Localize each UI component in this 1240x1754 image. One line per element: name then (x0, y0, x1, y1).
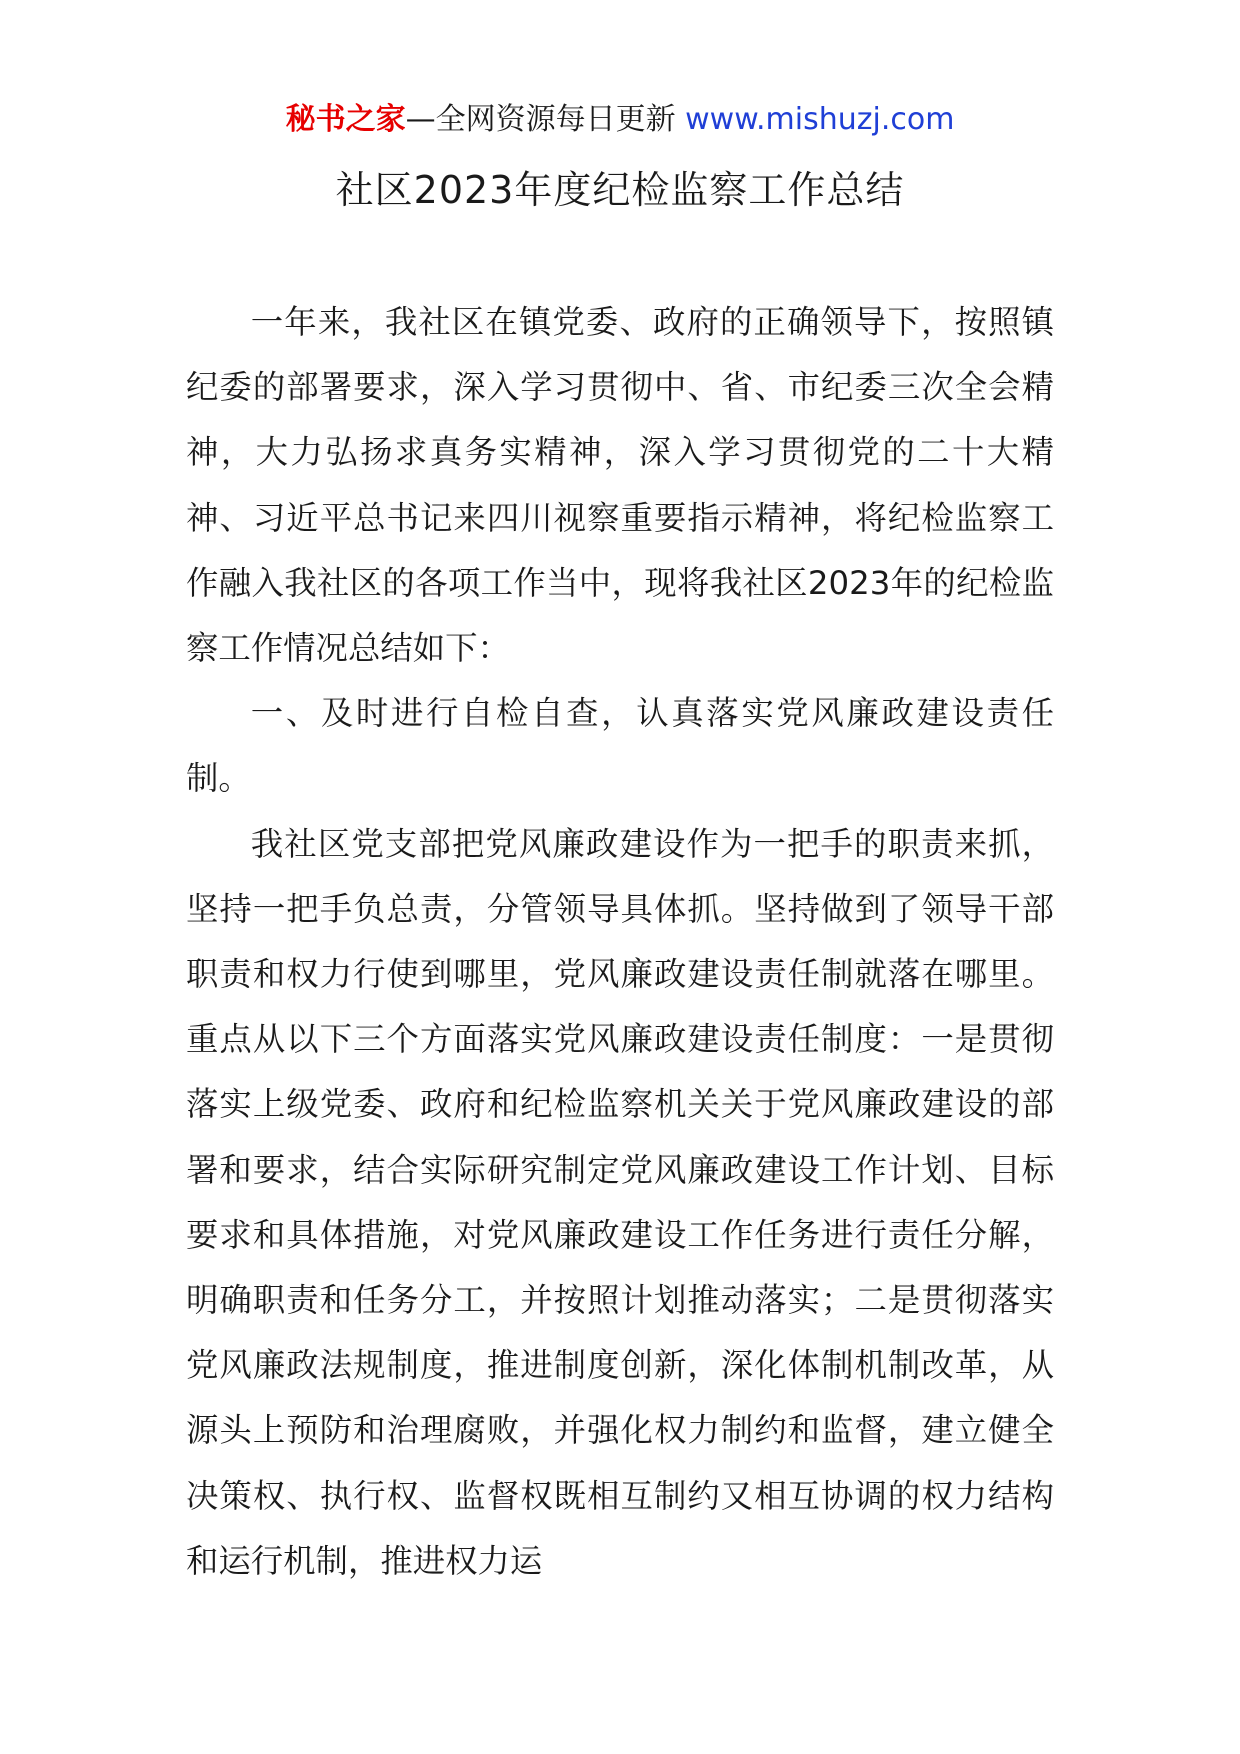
banner-brand: 秘书之家 (285, 102, 406, 137)
section-1-paragraph: 我社区党支部把党风廉政建设作为一把手的职责来抓，坚持一把手负总责，分管领导具体抓。坚持做到了领导干部职责和权力行使到哪里，党风廉政建设责任制就落在哪里。重点从以下三个方面落实党风廉政建设责任制度：一是贯彻落实上级党委、政府和纪检监察机关关于党风廉政建设的部署和要求，结合实际研究制定党风廉政建设工作计划、目标要求和具体措施，对党风廉政建设工作任务进行责任分解，明确职责和任务分工，并按照计划推动落实；二是贯彻落实党风廉政法规制度，推进制度创新，深化体制机制改革，从源头上预防和治理腐败，并强化权力制约和监督，建立健全决策权、执行权、监督权既相互制约又相互协调的权力结构和运行机制，推进权力运 (186, 824, 1054, 1580)
banner-url-link[interactable]: www.mishuzj.com (685, 102, 955, 137)
document-title: 社区2023年度纪检监察工作总结 (335, 168, 905, 212)
document-body (186, 290, 1054, 1594)
banner-tagline: —全网资源每日更新 (405, 102, 686, 137)
section-heading-1: 一、及时进行自检自查，认真落实党风廉政建设责任制。 (186, 694, 1054, 798)
intro-paragraph: 一年来，我社区在镇党委、政府的正确领导下，按照镇纪委的部署要求，深入学习贯彻中、省、市纪委三次全会精神，大力弘扬求真务实精神，深入学习贯彻党的二十大精神、习近平总书记来四川视察重要指示精神，将纪检监察工作融入我社区的各项工作当中，现将我社区2023年的纪检监察工作情况总结如下： (186, 303, 1054, 668)
site-banner (0, 100, 1240, 140)
